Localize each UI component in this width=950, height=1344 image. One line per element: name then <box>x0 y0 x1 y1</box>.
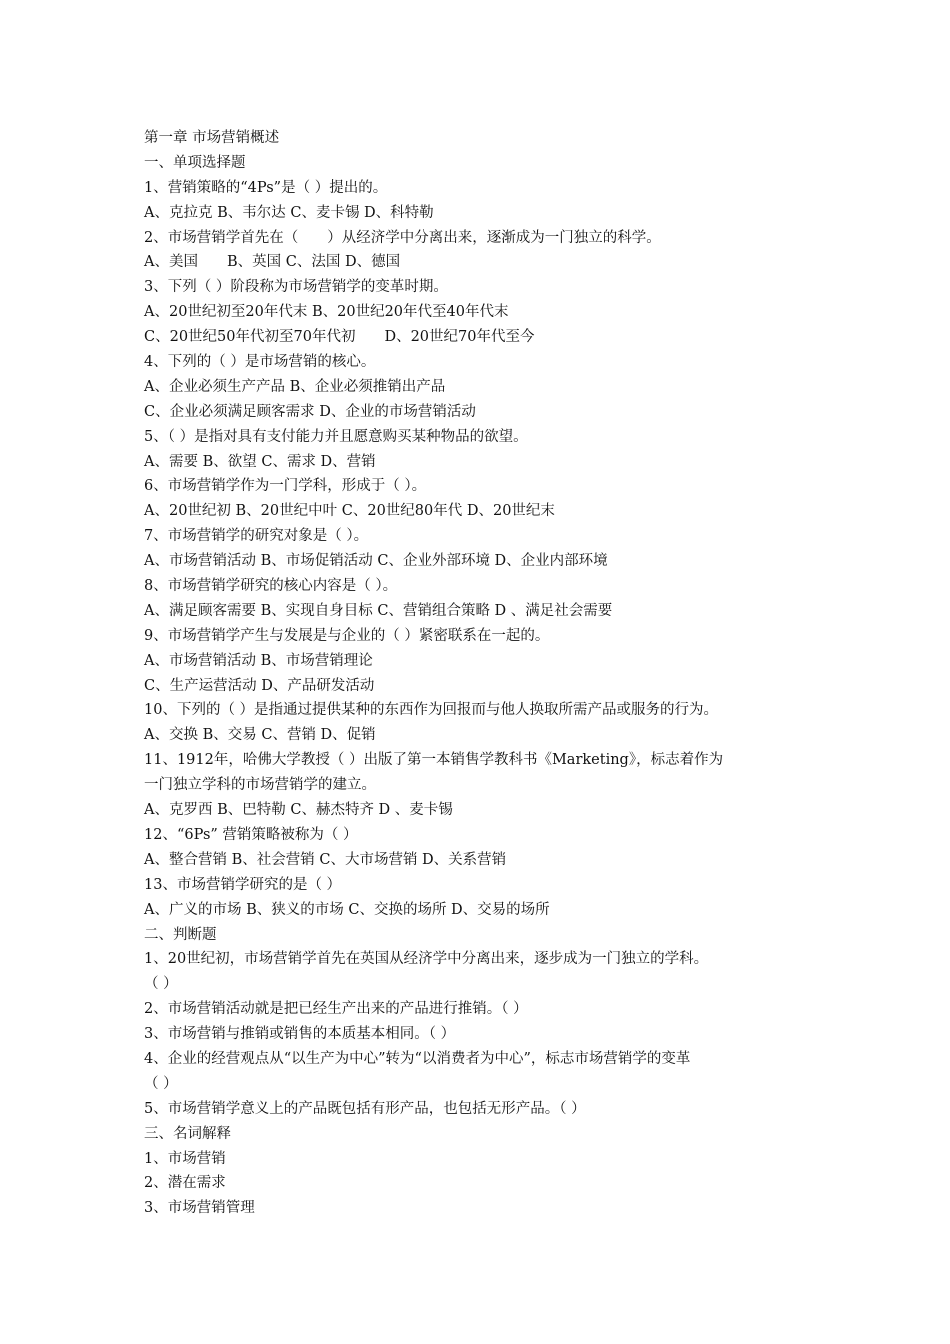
text-line: 1、营销策略的“4Ps”是（ ）提出的。 <box>144 179 388 196</box>
text-line: 12、“6Ps” 营销策略被称为（ ） <box>144 826 358 843</box>
text-line: A、交换 B、交易 C、营销 D、促销 <box>144 727 376 744</box>
text-line: 5、市场营销学意义上的产品既包括有形产品，也包括无形产品。（ ） <box>144 1100 586 1117</box>
text-line: 4、企业的经营观点从“以生产为中心”转为“以消费者为中心”，标志市场营销学的变革 <box>144 1050 691 1067</box>
text-line: 8、市场营销学研究的核心内容是（ ）。 <box>144 578 398 595</box>
text-line: 13、市场营销学研究的是（ ） <box>144 876 342 893</box>
text-line: 1、市场营销 <box>144 1150 226 1167</box>
text-line: （ ） <box>144 976 178 993</box>
text-line: 3、市场营销与推销或销售的本质基本相同。（ ） <box>144 1026 456 1043</box>
text-line: 9、市场营销学产生与发展是与企业的（ ）紧密联系在一起的。 <box>144 627 550 644</box>
text-line: 6、市场营销学作为一门学科，形成于（ ）。 <box>144 478 427 495</box>
text-line: A、满足顾客需要 B、实现自身目标 C、营销组合策略 D 、满足社会需要 <box>144 602 613 619</box>
text-line: 一、单项选择题 <box>144 154 246 171</box>
text-line: 1、20世纪初，市场营销学首先在英国从经济学中分离出来，逐步成为一门独立的学科。 <box>144 951 709 968</box>
text-line: 2、市场营销学首先在（ ）从经济学中分离出来，逐渐成为一门独立的科学。 <box>144 229 661 246</box>
text-line: 5、（ ）是指对具有支付能力并且愿意购买某种物品的欲望。 <box>144 428 528 445</box>
text-line: 3、下列（ ）阶段称为市场营销学的变革时期。 <box>144 279 448 296</box>
text-line: A、美国 B、英国 C、法国 D、德国 <box>144 254 401 271</box>
text-line: A、市场营销活动 B、市场促销活动 C、企业外部环境 D、企业内部环境 <box>144 553 608 570</box>
text-line: A、企业必须生产产品 B、企业必须推销出产品 <box>144 378 446 395</box>
text-line: A、广义的市场 B、狭义的市场 C、交换的场所 D、交易的场所 <box>144 901 550 918</box>
text-line: 一门独立学科的市场营销学的建立。 <box>144 777 376 794</box>
text-line: C、生产运营活动 D、产品研发活动 <box>144 677 375 694</box>
text-line: A、20世纪初至20年代末 B、20世纪20年代至40年代末 <box>144 304 509 321</box>
text-line: A、市场营销活动 B、市场营销理论 <box>144 652 373 669</box>
document-body <box>144 126 824 1221</box>
text-line: 二、判断题 <box>144 926 217 943</box>
text-line: 4、下列的（ ）是市场营销的核心。 <box>144 354 376 371</box>
text-line: A、整合营销 B、社会营销 C、大市场营销 D、关系营销 <box>144 851 507 868</box>
text-line: 10、下列的（ ）是指通过提供某种的东西作为回报而与他人换取所需产品或服务的行为。 <box>144 702 719 719</box>
text-line: 三、名词解释 <box>144 1125 231 1142</box>
text-line: C、20世纪50年代初至70年代初 D、20世纪70年代至今 <box>144 329 535 346</box>
text-line: A、克拉克 B、韦尔达 C、麦卡锡 D、科特勒 <box>144 204 434 221</box>
chapter-title: 第一章 市场营销概述 <box>144 130 280 146</box>
text-line: C、企业必须满足顾客需求 D、企业的市场营销活动 <box>144 403 476 420</box>
text-line: 11、1912年，哈佛大学教授（ ）出版了第一本销售学教科书《Marketing》，标志着作为 <box>144 752 724 769</box>
text-line: 3、市场营销管理 <box>144 1200 255 1217</box>
text-line: A、需要 B、欲望 C、需求 D、营销 <box>144 453 376 470</box>
text-line: （ ） <box>144 1075 178 1092</box>
text-line: A、20世纪初 B、20世纪中叶 C、20世纪80年代 D、20世纪末 <box>144 503 555 520</box>
text-line: 2、潜在需求 <box>144 1175 226 1192</box>
text-line: 2、市场营销活动就是把已经生产出来的产品进行推销。（ ） <box>144 1001 528 1018</box>
text-line: A、克罗西 B、巴特勒 C、赫杰特齐 D 、麦卡锡 <box>144 802 453 819</box>
text-line: 7、市场营销学的研究对象是（ ）。 <box>144 528 369 545</box>
document-lines <box>144 151 824 1221</box>
